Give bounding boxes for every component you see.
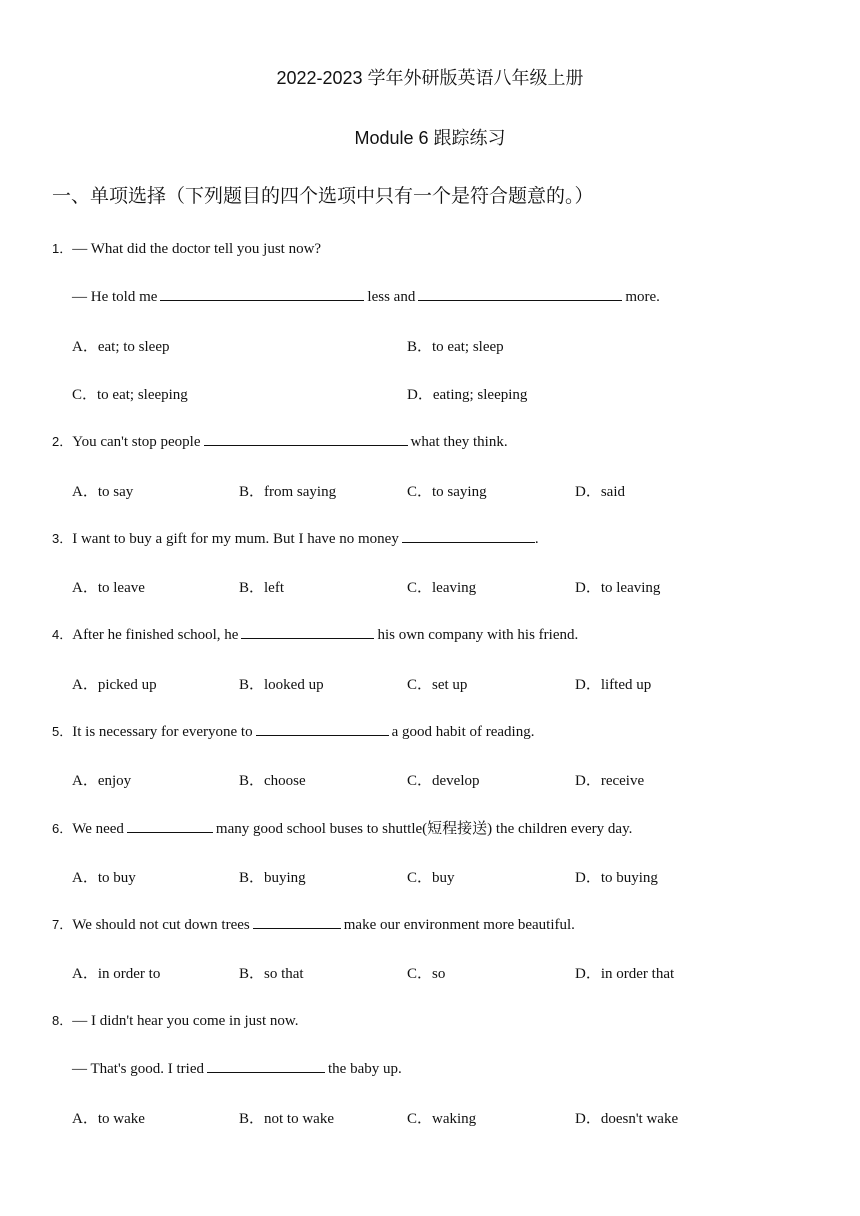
option-d[interactable]: D．to leaving <box>575 580 661 596</box>
question-text: We should not cut down trees <box>72 917 250 933</box>
question-text: a good habit of reading. <box>391 724 535 740</box>
option-c[interactable]: C．to saying <box>407 484 487 500</box>
question-7-stem <box>52 914 575 934</box>
question-text: It is necessary for everyone to <box>72 724 253 740</box>
question-number: 8． <box>52 1013 73 1028</box>
option-c[interactable]: C．to eat; sleeping <box>72 387 188 403</box>
option-b[interactable]: B．from saying <box>239 484 337 500</box>
question-1-response <box>72 287 660 306</box>
option-c[interactable]: C．waking <box>407 1111 477 1127</box>
option-a[interactable]: A．enjoy <box>72 773 132 789</box>
question-number: 1． <box>52 241 73 256</box>
option-d[interactable]: D．eating; sleeping <box>407 387 528 403</box>
question-number: 2． <box>52 434 73 449</box>
option-a[interactable]: A．in order to <box>72 966 161 982</box>
question-6-stem <box>52 817 632 838</box>
question-number: 4． <box>52 627 73 642</box>
answer-blank[interactable] <box>418 287 622 301</box>
answer-blank[interactable] <box>241 625 374 639</box>
question-number: 5． <box>52 724 73 739</box>
document-title: 2022-2023 学年外研版英语八年级上册 <box>276 68 584 88</box>
answer-blank[interactable] <box>256 722 389 736</box>
answer-blank[interactable] <box>127 819 213 833</box>
question-text: We need <box>72 821 124 837</box>
answer-blank[interactable] <box>207 1059 325 1073</box>
option-a[interactable]: A．picked up <box>72 677 157 693</box>
option-c[interactable]: C．buy <box>407 870 455 886</box>
response-text: the baby up. <box>328 1061 402 1077</box>
option-c[interactable]: C．set up <box>407 677 468 693</box>
option-d[interactable]: D．doesn't wake <box>575 1111 679 1127</box>
option-d[interactable]: D．said <box>575 484 625 500</box>
question-text: I want to buy a gift for my mum. But I have no money <box>72 531 399 547</box>
document-subtitle: Module 6 跟踪练习 <box>354 128 506 148</box>
question-text: many good school buses to shuttle(短程接送) the children every day. <box>215 821 633 837</box>
option-d[interactable]: D．receive <box>575 773 645 789</box>
question-text: — What did the doctor tell you just now? <box>72 241 322 257</box>
option-a[interactable]: A．to buy <box>72 870 136 886</box>
question-text: what they think. <box>410 434 508 450</box>
question-number: 6． <box>52 821 73 836</box>
option-a[interactable]: A．to wake <box>72 1111 145 1127</box>
option-c[interactable]: C．develop <box>407 773 480 789</box>
option-b[interactable]: B．buying <box>239 870 306 886</box>
section-heading: 一、单项选择（下列题目的四个选项中只有一个是符合题意的。） <box>52 185 594 207</box>
answer-blank[interactable] <box>402 529 535 543</box>
question-4-stem <box>52 624 578 644</box>
option-c[interactable]: C．leaving <box>407 580 477 596</box>
question-text: his own company with his friend. <box>377 627 579 643</box>
option-d[interactable]: D．in order that <box>575 966 675 982</box>
answer-blank[interactable] <box>160 287 364 301</box>
question-text: — I didn't hear you come in just now. <box>72 1013 299 1029</box>
option-b[interactable]: B．to eat; sleep <box>407 339 504 355</box>
option-b[interactable]: B．so that <box>239 966 304 982</box>
question-text: You can't stop people <box>72 434 201 450</box>
question-5-stem <box>52 721 534 741</box>
response-text: — That's good. I tried <box>72 1061 204 1077</box>
option-b[interactable]: B．looked up <box>239 677 324 693</box>
question-text: . <box>534 531 539 547</box>
option-a[interactable]: A．eat; to sleep <box>72 339 170 355</box>
response-text: more. <box>625 289 660 305</box>
question-8-response <box>72 1059 402 1078</box>
question-number: 7． <box>52 917 73 932</box>
response-text: less and <box>367 289 416 305</box>
question-text: make our environment more beautiful. <box>343 917 575 933</box>
option-a[interactable]: A．to leave <box>72 580 145 596</box>
option-b[interactable]: B．not to wake <box>239 1111 334 1127</box>
answer-blank[interactable] <box>253 915 341 929</box>
answer-blank[interactable] <box>204 432 408 446</box>
option-d[interactable]: D．to buying <box>575 870 658 886</box>
question-1-stem <box>52 238 321 258</box>
option-b[interactable]: B．choose <box>239 773 306 789</box>
question-2-stem <box>52 431 508 451</box>
question-8-stem <box>52 1010 299 1030</box>
option-d[interactable]: D．lifted up <box>575 677 652 693</box>
question-text: After he finished school, he <box>72 627 239 643</box>
question-number: 3． <box>52 531 73 546</box>
option-c[interactable]: C．so <box>407 966 446 982</box>
option-a[interactable]: A．to say <box>72 484 134 500</box>
response-text: — He told me <box>72 289 158 305</box>
question-3-stem <box>52 528 539 548</box>
option-b[interactable]: B．left <box>239 580 284 596</box>
